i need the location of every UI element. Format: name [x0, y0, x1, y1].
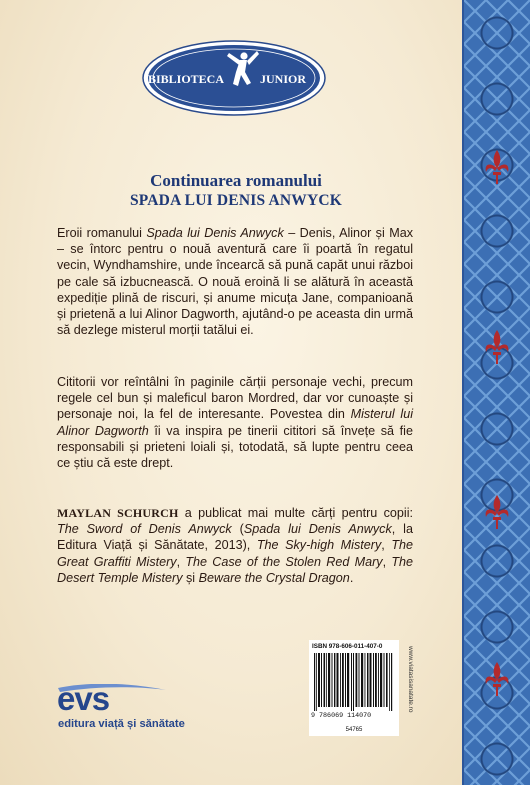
publisher-logo-letters: evs: [57, 680, 110, 717]
isbn-text: ISBN 978-606-011-407-0: [312, 643, 383, 650]
blurb-paragraph-2: [57, 374, 413, 471]
book-title: The Sky-high Mistery: [256, 538, 382, 553]
text-span: îi va inspira pe tinerii cititori să învețe să fie responsabili și prieteni loiali și, totodată, să lupte pentru ceea ce știu că este drept.: [57, 423, 413, 471]
text-span: – Denis, Alinor și Max – se întorc pentru o nouă aventură care îi poartă în regatul vecin, Wyndhamshire, unde încearcă să pună capăt unui război pe cale să izbucnească. O nouă eroină li se alătură în această expediție plină de riscuri, și anume micuța Jane, companioană și prietenă a lui Alinor Dagworth, ajutând-o pe aceasta din urmă să dezlege misterul morții tatălui ei.: [57, 226, 413, 338]
fleur-de-lis-icon: [484, 148, 510, 188]
book-title: Spada lui Denis Anwyck: [243, 522, 392, 537]
website-text: www.viatasisanatate.ro: [407, 646, 414, 713]
badge-left-text: BIBLIOTECA: [147, 72, 225, 86]
text-span: ,: [381, 538, 392, 553]
book-title: The Great Graffiti Mistery: [57, 538, 414, 569]
product-code: 54765: [345, 727, 363, 733]
text-span: ,: [382, 554, 392, 569]
barcode-digits: 9 786069 114070: [311, 712, 372, 720]
series-badge: [141, 39, 327, 117]
publisher-tagline: editura viață și sănătate: [58, 718, 185, 730]
book-title: Beware the Crystal Dragon: [198, 570, 350, 585]
text-span: Eroii romanului: [57, 226, 147, 240]
fleur-de-lis-icon: [484, 493, 510, 533]
badge-right-text: JUNIOR: [259, 72, 307, 86]
text-span: .: [349, 570, 354, 585]
barcode-icon: [314, 653, 394, 711]
fleur-de-lis-icon: [484, 328, 510, 368]
text-span: (: [231, 522, 244, 537]
book-title: Spada lui Denis Anwyck: [146, 226, 284, 240]
book-title: The Case of the Stolen Red Mary: [185, 554, 383, 569]
fleur-de-lis-icon: [484, 660, 510, 700]
heading-line-1: Continuarea romanului: [150, 171, 322, 190]
website-vertical: [405, 646, 415, 726]
blurb-paragraph-1: [57, 225, 413, 338]
text-span: a publicat mai multe cărți pentru copii:: [178, 506, 413, 520]
text-span: , la Editura Viață și Sănătate, 2013),: [57, 522, 413, 553]
book-title: The Desert Temple Mistery: [57, 554, 414, 585]
author-bio: [57, 505, 413, 586]
heading-line-2: SPADA LUI DENIS ANWYCK: [129, 192, 343, 209]
book-title: Misterul lui Alinor Dagworth: [57, 407, 413, 438]
author-name: MAYLAN SCHURCH: [57, 506, 179, 520]
book-title: The Sword of Denis Anwyck: [57, 522, 232, 537]
text-span: Cititorii vor reîntâlni în paginile cărții personaje vechi, precum regele cel bun și maleficul baron Mordred, dar vor cunoaște și personaje noi, la fel de interesante. Povestea din: [57, 375, 413, 422]
text-span: ,: [176, 554, 186, 569]
text-span: și: [182, 570, 199, 585]
cover-heading: [60, 171, 412, 211]
